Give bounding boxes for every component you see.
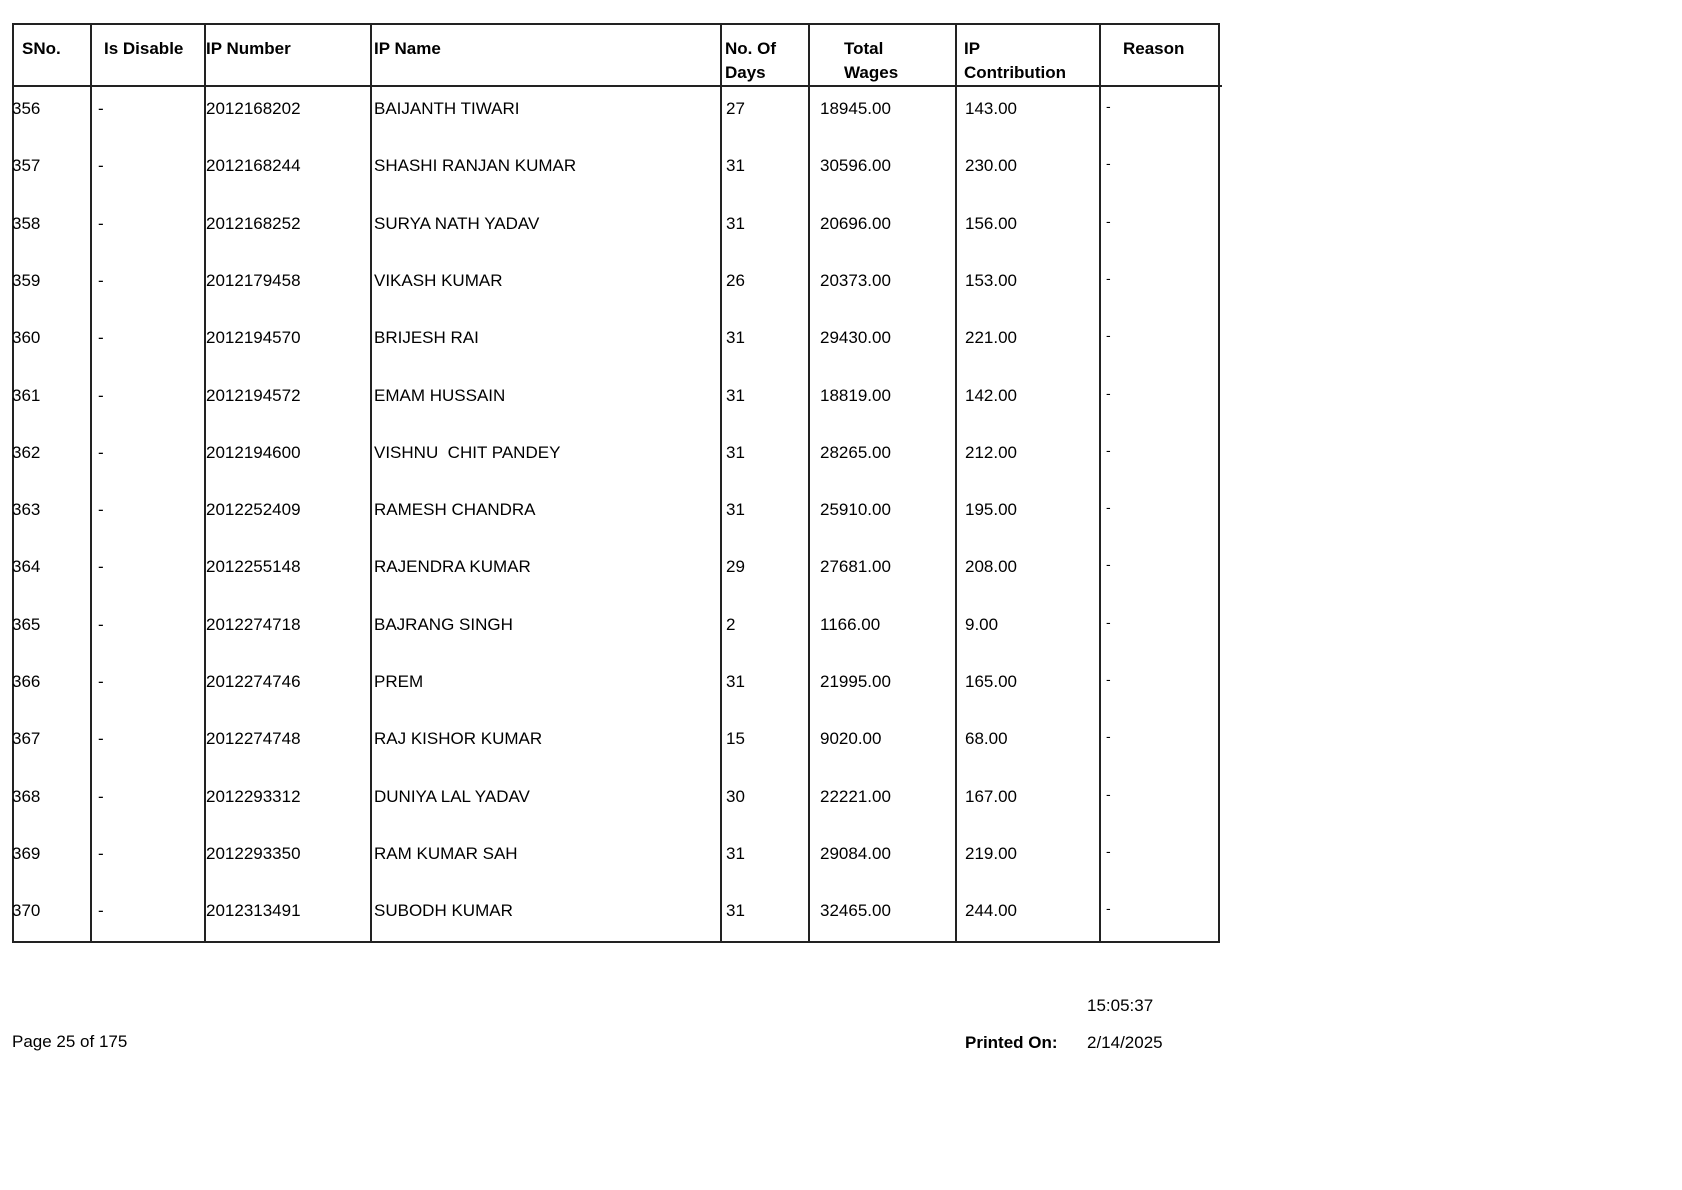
cell-reason: - (1106, 269, 1111, 286)
cell-reason: - (1106, 900, 1111, 917)
cell-wages: 18819.00 (820, 385, 891, 405)
cell-sno: 357 (12, 156, 41, 176)
cell-reason: - (1106, 98, 1111, 114)
cell-is-disable: - (98, 672, 104, 691)
cell-wages: 25910.00 (820, 500, 891, 520)
cell-sno: 358 (12, 213, 41, 233)
cell-days: 31 (726, 213, 745, 233)
cell-wages: 29084.00 (820, 843, 891, 863)
cell-ip-number: 2012194572 (206, 385, 301, 405)
cell-wages: 1166.00 (820, 614, 881, 634)
column-divider (370, 23, 372, 943)
cell-days: 31 (726, 843, 745, 863)
cell-sno: 370 (12, 901, 41, 921)
cell-reason: - (1106, 327, 1111, 344)
cell-contribution: 9.00 (965, 614, 999, 634)
cell-ip-name: RAMESH CHANDRA (374, 500, 536, 520)
cell-reason: - (1106, 785, 1111, 802)
cell-wages: 22221.00 (820, 786, 891, 806)
cell-sno: 362 (12, 442, 41, 462)
cell-reason: - (1106, 842, 1111, 859)
cell-is-disable: - (98, 385, 104, 405)
cell-ip-number: 2012313491 (206, 901, 301, 921)
cell-wages: 9020.00 (820, 729, 882, 749)
cell-contribution: 195.00 (965, 500, 1017, 520)
cell-is-disable: - (98, 156, 104, 176)
cell-ip-name: SUBODH KUMAR (374, 901, 513, 921)
printed-date: 2/14/2025 (1087, 1033, 1163, 1052)
cell-reason: - (1106, 155, 1111, 172)
column-divider (808, 23, 810, 943)
cell-reason: - (1106, 499, 1111, 516)
cell-is-disable: - (98, 270, 104, 290)
cell-ip-name: VIKASH KUMAR (374, 270, 503, 290)
cell-ip-name: EMAM HUSSAIN (374, 385, 506, 405)
cell-is-disable: - (98, 557, 104, 577)
cell-days: 31 (726, 672, 745, 691)
cell-reason: - (1106, 384, 1111, 401)
cell-sno: 359 (12, 270, 41, 290)
cell-contribution: 142.00 (965, 385, 1017, 405)
cell-contribution: 244.00 (965, 901, 1017, 921)
cell-is-disable: - (98, 442, 104, 462)
cell-days: 31 (726, 328, 745, 348)
cell-is-disable: - (98, 901, 104, 921)
cell-days: 31 (726, 500, 745, 520)
cell-days: 31 (726, 901, 745, 921)
cell-wages: 21995.00 (820, 672, 891, 691)
cell-contribution: 221.00 (965, 328, 1017, 348)
cell-days: 26 (726, 270, 745, 290)
cell-ip-number: 2012252409 (206, 500, 301, 520)
cell-ip-number: 2012274748 (206, 729, 301, 749)
cell-wages: 29430.00 (820, 328, 891, 348)
cell-sno: 369 (12, 843, 41, 863)
column-divider (1099, 23, 1101, 943)
cell-contribution: 153.00 (965, 270, 1017, 290)
cell-days: 29 (726, 557, 745, 577)
cell-ip-name: SURYA NATH YADAV (374, 213, 540, 233)
cell-contribution: 219.00 (965, 843, 1017, 863)
cell-ip-name: RAJENDRA KUMAR (374, 557, 531, 577)
cell-sno: 365 (12, 614, 41, 634)
cell-sno: 366 (12, 672, 41, 691)
cell-days: 2 (726, 614, 736, 634)
cell-ip-number: 2012168202 (206, 99, 301, 118)
cell-is-disable: - (98, 213, 104, 233)
cell-ip-number: 2012194600 (206, 442, 301, 462)
column-divider (720, 23, 722, 943)
cell-wages: 20696.00 (820, 213, 891, 233)
cell-days: 27 (726, 99, 745, 118)
cell-ip-name: PREM (374, 672, 424, 691)
cell-days: 31 (726, 385, 745, 405)
cell-contribution: 165.00 (965, 672, 1017, 691)
cell-reason: - (1106, 212, 1111, 229)
cell-ip-number: 2012168252 (206, 213, 301, 233)
cell-sno: 361 (12, 385, 41, 405)
cell-sno: 367 (12, 729, 41, 749)
cell-ip-name: RAM KUMAR SAH (374, 843, 518, 863)
cell-is-disable: - (98, 614, 104, 634)
cell-wages: 20373.00 (820, 270, 891, 290)
printed-time: 15:05:37 (1087, 996, 1154, 1015)
header-wages: Total Wages (844, 39, 899, 82)
cell-is-disable: - (98, 729, 104, 749)
cell-contribution: 156.00 (965, 213, 1017, 233)
header-contribution: IP Contribution (964, 39, 1066, 82)
cell-ip-name: BAJRANG SINGH (374, 614, 513, 634)
header-is-disable: Is Disable (104, 39, 184, 58)
cell-sno: 364 (12, 557, 41, 577)
cell-contribution: 230.00 (965, 156, 1017, 176)
cell-ip-number: 2012168244 (206, 156, 301, 176)
cell-ip-name: BAIJANTH TIWARI (374, 99, 520, 118)
cell-wages: 28265.00 (820, 442, 891, 462)
cell-wages: 32465.00 (820, 901, 891, 921)
cell-reason: - (1106, 728, 1111, 745)
cell-ip-name: VISHNU CHIT PANDEY (374, 442, 561, 462)
page-number: Page 25 of 175 (12, 1032, 128, 1051)
header-ip-name: IP Name (374, 39, 441, 58)
cell-wages: 30596.00 (820, 156, 891, 176)
header-divider (12, 85, 1222, 87)
cell-sno: 368 (12, 786, 41, 806)
cell-is-disable: - (98, 786, 104, 806)
cell-ip-number: 2012274746 (206, 672, 301, 691)
cell-contribution: 167.00 (965, 786, 1017, 806)
cell-days: 31 (726, 156, 745, 176)
cell-days: 30 (726, 786, 745, 806)
column-divider (955, 23, 957, 943)
cell-ip-name: DUNIYA LAL YADAV (374, 786, 530, 806)
cell-wages: 27681.00 (820, 557, 891, 577)
cell-reason: - (1106, 671, 1111, 687)
contribution-table (12, 23, 1220, 943)
cell-ip-name: BRIJESH RAI (374, 328, 479, 348)
cell-is-disable: - (98, 328, 104, 348)
cell-contribution: 208.00 (965, 557, 1017, 577)
cell-is-disable: - (98, 99, 104, 118)
cell-ip-number: 2012274718 (206, 614, 301, 634)
column-divider (90, 23, 92, 943)
header-reason: Reason (1123, 39, 1185, 58)
cell-is-disable: - (98, 500, 104, 520)
cell-days: 15 (726, 729, 745, 749)
header-days: No. Of Days (725, 39, 776, 82)
cell-ip-number: 2012179458 (206, 270, 301, 290)
cell-ip-number: 2012194570 (206, 328, 301, 348)
cell-ip-name: SHASHI RANJAN KUMAR (374, 156, 577, 176)
header-ip-number: IP Number (206, 39, 291, 58)
cell-ip-number: 2012293350 (206, 843, 301, 863)
printed-on-label: Printed On: (965, 1033, 1058, 1052)
cell-contribution: 68.00 (965, 729, 1008, 749)
cell-ip-number: 2012255148 (206, 557, 301, 577)
cell-sno: 356 (12, 99, 41, 118)
cell-days: 31 (726, 442, 745, 462)
cell-reason: - (1106, 613, 1111, 630)
cell-contribution: 212.00 (965, 442, 1017, 462)
cell-contribution: 143.00 (965, 99, 1017, 118)
cell-is-disable: - (98, 843, 104, 863)
cell-sno: 360 (12, 328, 41, 348)
cell-sno: 363 (12, 500, 41, 520)
cell-reason: - (1106, 441, 1111, 458)
cell-reason: - (1106, 556, 1111, 573)
cell-ip-number: 2012293312 (206, 786, 301, 806)
cell-wages: 18945.00 (820, 99, 891, 118)
header-sno: SNo. (22, 39, 61, 58)
cell-ip-name: RAJ KISHOR KUMAR (374, 729, 543, 749)
